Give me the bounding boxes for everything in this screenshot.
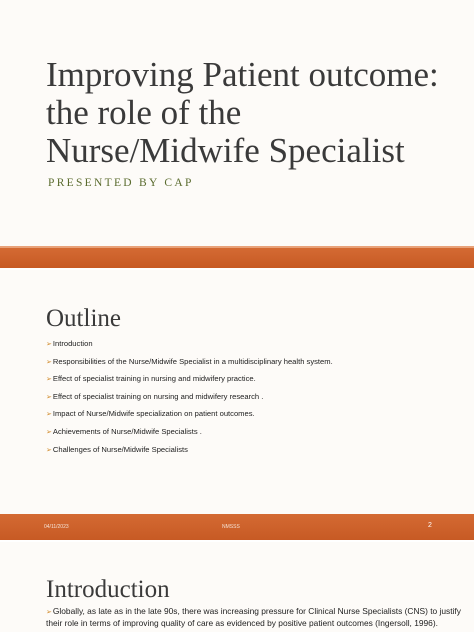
arrow-bullet-icon: ➢ bbox=[46, 446, 52, 454]
accent-band bbox=[0, 248, 474, 268]
title-slide bbox=[0, 0, 474, 268]
footer-date: 04/11/2023 bbox=[44, 524, 69, 530]
arrow-bullet-icon: ➢ bbox=[46, 341, 52, 348]
slide-title: Improving Patient outcome: the role of the Nurse/Midwife Specialist bbox=[46, 55, 439, 170]
introduction-text: ➢Globally, as late as in the late 90s, there was increasing pressure for Clinical Nurse Specialists (CNS) to justify their role in terms of improving quality of care as evidenced by positive patient outcomes (Ingersoll, 1996). bbox=[46, 606, 461, 628]
list-item: ➢Achievements of Nurse/Midwife Specialists . bbox=[46, 426, 202, 436]
list-item: ➢Effect of specialist training in nursing and midwifery practice. bbox=[46, 374, 256, 384]
list-item: ➢Effect of specialist training on nursing and midwifery research . bbox=[46, 391, 264, 401]
arrow-bullet-icon: ➢ bbox=[46, 428, 52, 436]
page-number: 2 bbox=[428, 522, 432, 529]
list-item: ➢Impact of Nurse/Midwife specialization on patient outcomes. bbox=[46, 409, 255, 419]
arrow-bullet-icon: ➢ bbox=[46, 376, 52, 384]
arrow-bullet-icon: ➢ bbox=[46, 358, 52, 366]
slide-footer bbox=[0, 514, 474, 540]
outline-list bbox=[46, 339, 466, 462]
arrow-bullet-icon: ➢ bbox=[46, 411, 52, 419]
arrow-bullet-icon: ➢ bbox=[46, 609, 52, 616]
outline-title: Outline bbox=[46, 305, 121, 332]
arrow-bullet-icon: ➢ bbox=[46, 393, 52, 401]
slide-subtitle: PRESENTED BY CAP bbox=[48, 177, 194, 189]
list-item: ➢Challenges of Nurse/Midwife Specialists bbox=[46, 444, 188, 454]
list-item: ➢Introduction bbox=[46, 339, 93, 348]
list-item: ➢Responsibilities of the Nurse/Midwife Specialist in a multidisciplinary health system. bbox=[46, 356, 333, 366]
introduction-title: Introduction bbox=[46, 576, 170, 603]
footer-text: NMSSS bbox=[222, 524, 240, 530]
